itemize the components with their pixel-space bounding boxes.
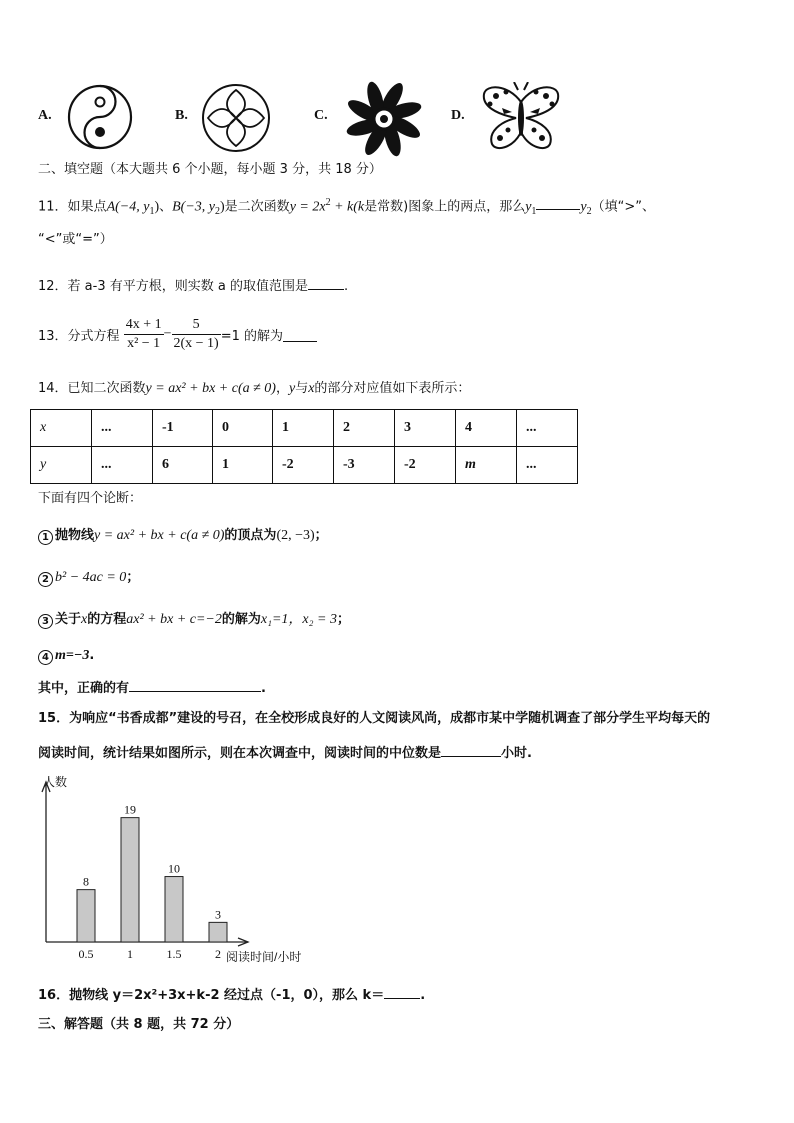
table-cell: 1: [273, 410, 334, 447]
q14-answer-blank[interactable]: [129, 677, 261, 692]
q11-y1-sub: 1: [531, 205, 537, 217]
q14-judgment-4: [38, 646, 94, 666]
table-cell: x: [31, 410, 92, 447]
bar-1.5: [165, 877, 183, 942]
q14-judgment-1: [38, 526, 328, 546]
q12-text: 12．若 a-3 有平方根，则实数 a 的取值范围是: [38, 279, 308, 294]
bar-value-label: 8: [83, 874, 89, 889]
q13-f1-num: 4x + 1: [124, 316, 164, 335]
j1-func: y = ax² + bx + c(a ≠ 0): [94, 528, 225, 543]
q11-y2: y: [580, 199, 587, 215]
q11-sub-2: 2: [215, 205, 220, 217]
q14-judgment-2: [38, 568, 139, 588]
number-circle-4: 4: [38, 650, 53, 665]
q11-k: k: [357, 199, 365, 215]
x-tick-label: 2: [215, 947, 221, 961]
j4-end: .: [89, 648, 95, 663]
option-a-label: A.: [38, 108, 52, 123]
x-tick-label: 1: [127, 947, 133, 961]
table-cell: 2: [334, 410, 395, 447]
table-cell: 6: [153, 447, 213, 484]
y-axis-label: 人数: [43, 775, 68, 789]
q11-exp: 2: [325, 197, 331, 208]
q14-value-table: [30, 409, 578, 484]
q11-sep: 、: [159, 199, 173, 215]
q14-intro-post: 的部分对应值如下表所示：: [314, 381, 471, 396]
option-d-label: D.: [451, 108, 465, 123]
q14-intro-mid-2: 与: [295, 381, 309, 396]
q14-y-var: y: [288, 381, 296, 396]
q14-intro-mid: ，: [275, 381, 289, 396]
q11-text-2: 是二次函数: [224, 199, 290, 215]
option-c-label: C.: [314, 108, 328, 123]
q13-fraction-2: [172, 316, 221, 353]
question-14-intro: [38, 379, 470, 399]
j3-solution: x₁=1，x₂ = 3: [260, 612, 337, 627]
q14-x-var: x: [308, 381, 315, 396]
bar-0.5: [77, 890, 95, 942]
q11-text-3: 是常数: [364, 199, 404, 215]
q15-line-1: 15．为响应“书香成都”建设的号召，在全校形成良好的人文阅读风尚，成都市某中学随机调查了部分学生平均每天的: [38, 711, 711, 726]
x-axis-label: 阅读时间/小时: [226, 950, 302, 964]
q14-answer-end: .: [261, 681, 266, 696]
q16-answer-blank[interactable]: [384, 984, 420, 999]
q11-func-2: + k(: [330, 199, 358, 215]
j1-mid: 的顶点为: [224, 528, 277, 543]
table-cell: 4: [456, 410, 517, 447]
table-row: [31, 410, 578, 447]
butterfly-icon: [478, 82, 564, 154]
x-tick-label: 1.5: [166, 947, 182, 961]
q13-pre: 13．分式方程: [38, 329, 120, 344]
j4-expr: m=−3: [55, 648, 90, 663]
table-cell: -2: [273, 447, 334, 484]
q11-text-1: 如果点: [67, 199, 107, 215]
question-11: [38, 193, 655, 222]
q12-answer-blank[interactable]: [308, 275, 344, 290]
table-cell: y: [31, 447, 92, 484]
q11-answer-blank[interactable]: [536, 195, 580, 210]
bar-2: [209, 922, 227, 942]
pinwheel-flower-icon: [342, 80, 426, 158]
q14-judgment-3: [38, 610, 350, 630]
four-petal-circle-icon: [200, 82, 272, 154]
q13-fraction-1: [124, 316, 164, 353]
j3-mid: 的方程: [87, 612, 127, 627]
q14-answer-line: [38, 677, 266, 699]
table-cell: 0: [213, 410, 273, 447]
q11-point-a: A(−4, y: [106, 199, 150, 215]
table-cell: ...: [92, 410, 153, 447]
q11-text-4: )图象上的两点，那么: [403, 199, 526, 215]
q11-line-2: “<”或“=”）: [38, 232, 113, 247]
table-cell: -2: [395, 447, 456, 484]
table-cell: ...: [517, 410, 578, 447]
j2-end: ；: [126, 570, 140, 585]
j1-end: ；: [314, 528, 328, 543]
reading-time-bar-chart: [30, 770, 330, 970]
q11-text-5: （填“>”、: [591, 199, 656, 215]
table-cell: -1: [153, 410, 213, 447]
q14-intro-func: y = ax² + bx + c(a ≠ 0): [145, 381, 276, 396]
section-2-heading: 二、填空题（本大题共 6 个小题，每小题 3 分，共 18 分）: [38, 162, 382, 177]
q11-number: 11．: [38, 199, 68, 215]
q11-point-b: B(−3, y: [172, 199, 215, 215]
q12-end: .: [343, 279, 349, 294]
q16-text: 16．抛物线 y＝2x²+3x+k-2 经过点（-1，0），那么 k＝: [38, 988, 385, 1003]
q14-judgments-intro: 下面有四个论断：: [38, 491, 143, 506]
q11-sub-1: 1: [149, 205, 155, 217]
question-13: [38, 316, 317, 353]
table-cell: 1: [213, 447, 273, 484]
j3-end: ；: [336, 612, 350, 627]
q11-y1: y: [525, 199, 532, 215]
section-3-heading: 三、解答题（共 8 题，共 72 分）: [38, 1017, 240, 1032]
table-cell: m: [456, 447, 517, 484]
table-cell: ...: [92, 447, 153, 484]
j3-eq: ax² + bx + c=−2: [126, 612, 222, 627]
q11-close-2: ): [220, 199, 225, 215]
question-12: [38, 275, 348, 297]
q15-line-2-post: 小时.: [501, 746, 532, 761]
q11-func: y = 2x: [289, 199, 326, 215]
j3-mid-2: 的解为: [221, 612, 261, 627]
q13-post: =1 的解为: [220, 329, 284, 344]
question-16: [38, 984, 425, 1006]
number-circle-1: 1: [38, 530, 53, 545]
q16-end: .: [420, 988, 426, 1003]
j1-pre: 抛物线: [55, 528, 95, 543]
bar-value-label: 10: [168, 861, 180, 876]
j1-point: (2, −3): [276, 528, 315, 543]
q14-answer-pre: 其中，正确的有: [38, 681, 130, 696]
option-b-label: B.: [175, 108, 188, 123]
table-row: [31, 447, 578, 484]
q11-close-1: ): [154, 199, 160, 215]
table-cell: -3: [334, 447, 395, 484]
q15-answer-blank[interactable]: [441, 742, 501, 757]
table-cell: 3: [395, 410, 456, 447]
q11-y2-sub: 2: [586, 205, 592, 217]
j2-expr: b² − 4ac = 0: [55, 570, 127, 585]
q13-f2-num: 5: [172, 316, 221, 335]
q13-minus: −: [163, 326, 172, 342]
yin-yang-icon: [63, 80, 139, 152]
q13-answer-blank[interactable]: [283, 327, 317, 342]
number-circle-2: 2: [38, 572, 53, 587]
q14-intro-pre: 14．已知二次函数: [38, 381, 146, 396]
q13-f2-den: 2(x − 1): [173, 336, 219, 351]
j3-x: x: [81, 612, 88, 627]
q15-line-2: [38, 742, 532, 764]
bar-value-label: 19: [124, 802, 136, 817]
x-tick-label: 0.5: [78, 947, 94, 961]
j3-pre: 关于: [55, 612, 82, 627]
bar-1: [121, 818, 139, 942]
q15-line-2-pre: 阅读时间，统计结果如图所示，则在本次调查中，阅读时间的中位数是: [38, 746, 442, 761]
q13-f1-den: x² − 1: [127, 336, 161, 351]
table-cell: ...: [517, 447, 578, 484]
bar-value-label: 3: [215, 907, 221, 922]
number-circle-3: 3: [38, 614, 53, 629]
